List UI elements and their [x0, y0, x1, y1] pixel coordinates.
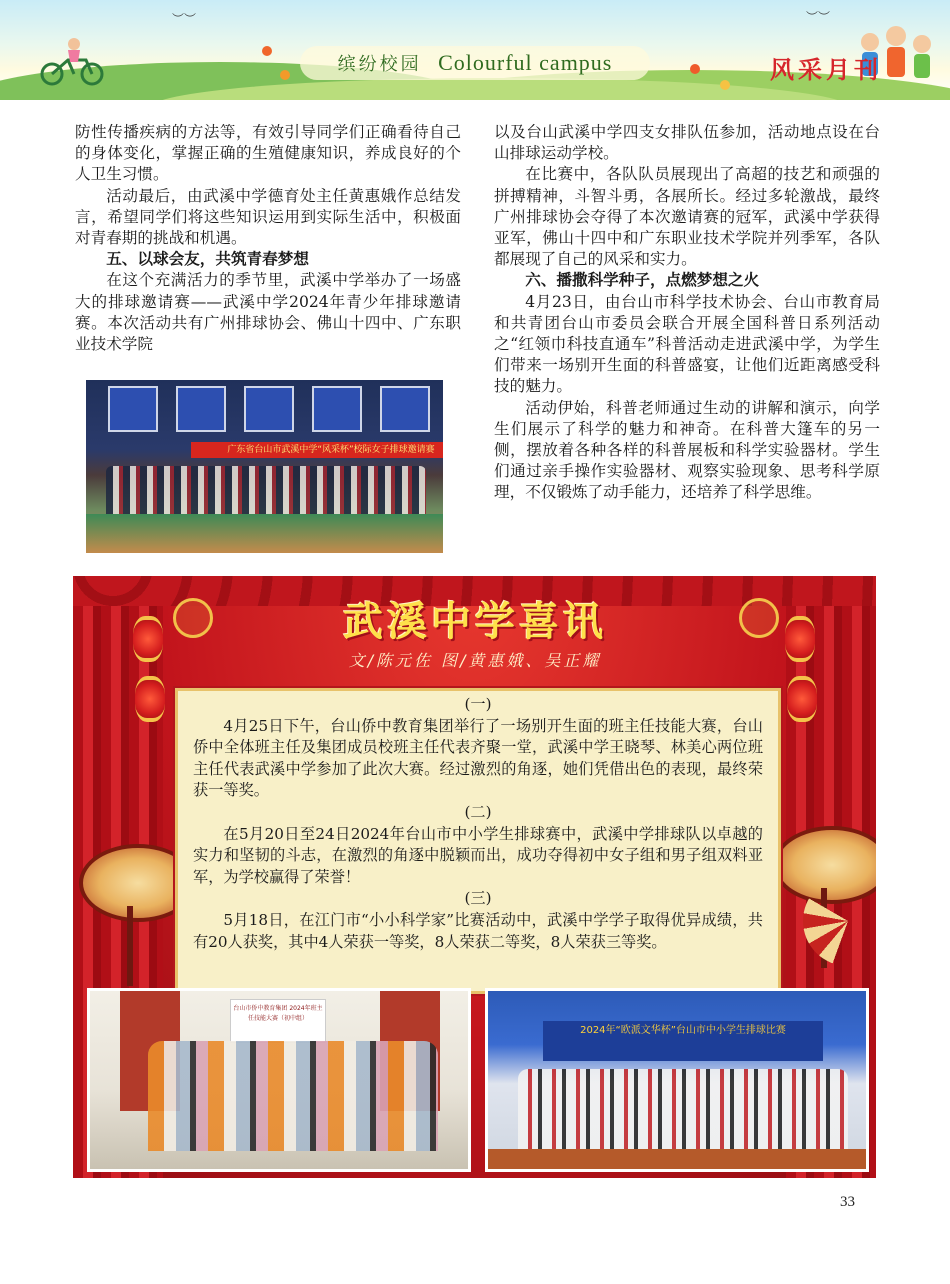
bird-icon: ︶︶ [172, 12, 197, 26]
volleyball-team-photo [485, 988, 869, 1172]
paragraph: 在这个充满活力的季节里，武溪中学举办了一场盛大的排球邀请赛——武溪中学2024年青少年排球邀请赛。本次活动共有广州排球协会、佛山十四中、广东职业技术学院 [75, 271, 461, 354]
court-floor [488, 1149, 866, 1169]
window [244, 386, 294, 432]
drum-stand [127, 906, 133, 986]
volleyball-group-photo [86, 380, 443, 553]
court-floor [86, 514, 443, 553]
window [380, 386, 430, 432]
magazine-name: 风采月刊 [770, 56, 882, 84]
section-label: (三) [464, 889, 492, 908]
section-title [300, 50, 650, 76]
page-number: 33 [840, 1194, 855, 1210]
flower-icon [262, 46, 272, 56]
flower-icon [720, 80, 730, 90]
section-label: (一) [464, 695, 492, 713]
section-label: (二) [464, 802, 492, 821]
bird-icon: ︶︶ [806, 10, 831, 24]
competition-board: 2024年“欧派文华杯”台山市中小学生排球比赛 [543, 1021, 823, 1061]
event-banner: 广东省台山市武溪中学“风采杯”校际女子排球邀请赛 [191, 442, 443, 458]
left-column [75, 122, 461, 355]
paragraph: 活动伊始，科普老师通过生动的讲解和演示，向学生们展示了科学的魅力和神奇。在科普大篷车的另一侧，摆放着各种各样的科普展板和科学实验器材。学生们通过亲手操作实验器材、观察实验现象、思考科学原理，不仅锻炼了动手能力，还培养了科学思维。 [494, 398, 880, 502]
flower-icon [280, 70, 290, 80]
window [176, 386, 226, 432]
section-title-en: Colourful campus [438, 50, 613, 75]
paragraph: 防性传播疾病的方法等，有效引导同学们正确看待自己的身体变化，掌握正确的生殖健康知识，养成良好的个人卫生习惯。 [75, 123, 461, 184]
flower-icon [690, 64, 700, 74]
news-scroll-text [193, 694, 763, 953]
page-header [0, 0, 950, 100]
window [108, 386, 158, 432]
paragraph: 在比赛中，各队队员展现出了高超的技艺和顽强的拼搏精神，斗智斗勇，各展所长。经过多轮激战，最终广州排球协会夺得了本次邀请赛的冠军，武溪中学获得亚军，佛山十四中和广东职业技术学院并列季军，各队都展现了自己的风采和实力。 [494, 165, 880, 269]
teacher-award-photo [87, 988, 471, 1172]
section-title-cn: 缤纷校园 [337, 54, 422, 74]
feature-byline: 文/陈元佐 图/黄惠娥、吴正耀 [348, 651, 602, 670]
section-heading: 六、播撒科学种子，点燃梦想之火 [525, 271, 760, 290]
feature-title: 武溪中学喜讯 [343, 599, 607, 645]
news-item: 5月18日，在江门市“小小科学家”比赛活动中，武溪中学学子取得优异成绩，共有20人获奖，其中4人荣获一等奖，8人荣获二等奖，8人荣获三等奖。 [193, 910, 763, 951]
news-item: 在5月20日至24日2024年台山市中小学生排球赛中，武溪中学排球队以卓越的实力和坚韧的斗志，在激烈的角逐中脱颖而出，成功夺得初中女子组和男子组双料亚军，为学校赢得了荣誉！ [193, 824, 763, 886]
lantern-icon [135, 676, 165, 722]
team-players [106, 466, 426, 514]
paragraph: 以及台山武溪中学四支女排队伍参加，活动地点设在台山排球运动学校。 [494, 123, 880, 163]
bicycle-girl-icon [38, 36, 108, 86]
news-item: 4月25日下午，台山侨中教育集团举行了一场别开生面的班主任技能大赛，台山侨中全体班主任及集团成员校班主任代表齐聚一堂，武溪中学王晓琴、林美心两位班主任代表武溪中学参加了此次大赛。经过激烈的角逐，她们凭借出色的表现，最终荣获一等奖。 [193, 716, 763, 800]
projection-screen: 台山市侨中教育集团 2024年班主任技能大赛（初中组） [230, 999, 326, 1043]
paragraph: 4月23日，由台山市科学技术协会、台山市教育局和共青团台山市委员会联合开展全国科普日系列活动之“红领巾科技直通车”科普活动走进武溪中学，为学生们带来一场别开生面的科普盛宴，让他们近距离感受科技的魅力。 [494, 292, 880, 396]
paragraph: 活动最后，由武溪中学德育处主任黄惠娥作总结发言，希望同学们将这些知识运用到实际生活中，积极面对青春期的挑战和机遇。 [75, 186, 461, 248]
window [312, 386, 362, 432]
section-heading: 五、以球会友，共筑青春梦想 [106, 250, 309, 269]
lantern-icon [787, 676, 817, 722]
right-column [494, 122, 880, 504]
team-players [518, 1069, 848, 1149]
award-winners [148, 1041, 438, 1151]
